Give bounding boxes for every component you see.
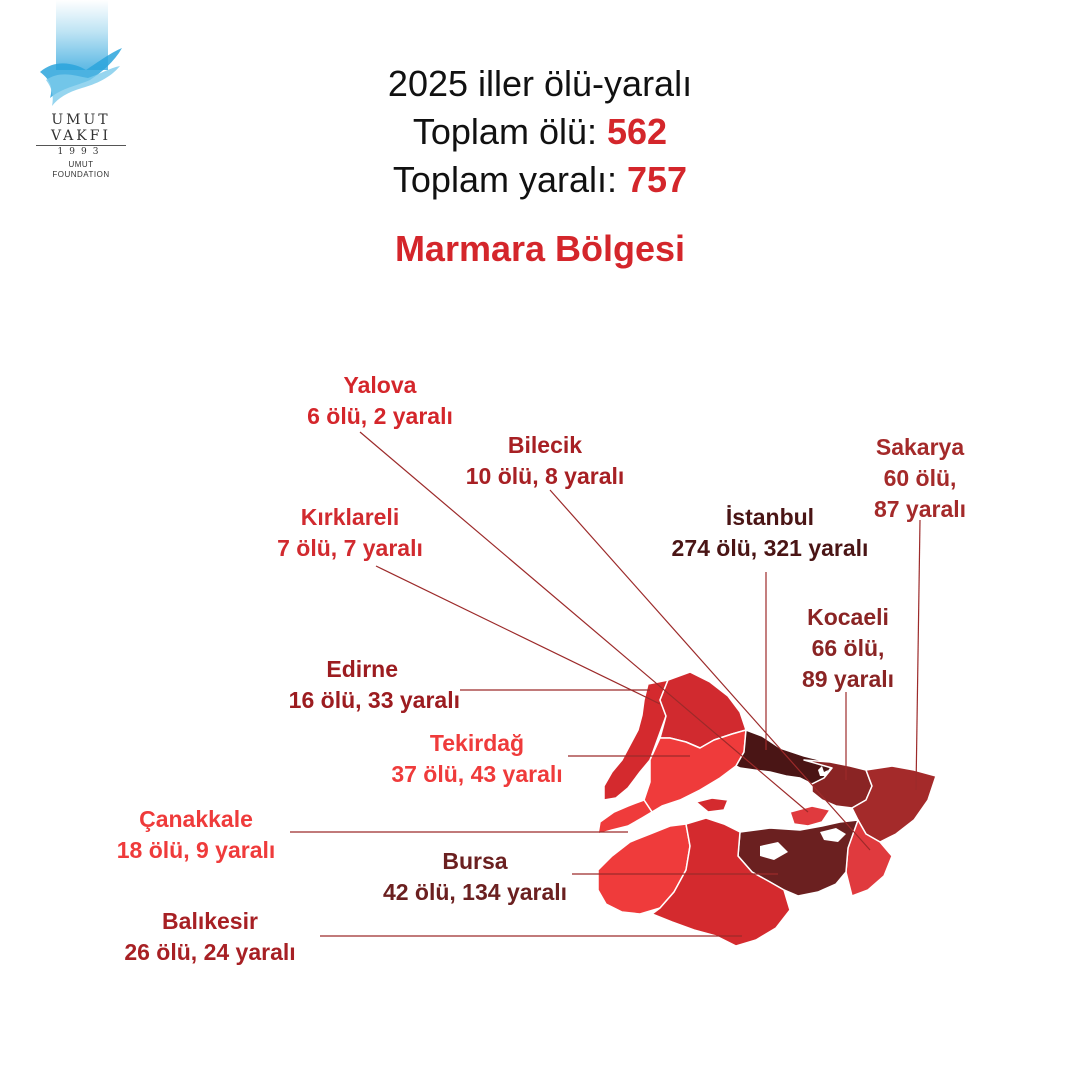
istanbul-name: İstanbul [725, 504, 815, 530]
kirklareli-name: Kırklareli [300, 504, 400, 530]
canakkale-stats: 18 ölü, 9 yaralı [116, 837, 276, 863]
edirne-stats: 16 ölü, 33 yaralı [288, 687, 460, 713]
balikesir-stats: 26 ölü, 24 yaralı [124, 939, 296, 965]
tekirdag-stats: 37 ölü, 43 yaralı [391, 761, 563, 787]
kocaeli-stats-2: 89 yaralı [801, 666, 895, 692]
total-dead-label: Toplam ölü: [412, 111, 597, 152]
region-title: Marmara Bölgesi [394, 228, 686, 269]
label-tekirdag [352, 728, 602, 790]
marmara-island [696, 798, 728, 812]
logo-umut-text: UMUT [51, 112, 111, 128]
bilecik-stats: 10 ölü, 8 yaralı [465, 463, 625, 489]
label-bursa [350, 846, 600, 908]
istanbul-stats: 274 ölü, 321 yaralı [671, 535, 869, 561]
label-yalova [280, 370, 480, 432]
logo-vakfi-text: VAKFI [51, 128, 111, 144]
edirne-name: Edirne [326, 656, 398, 682]
logo-foundation-text-2: FOUNDATION [52, 170, 110, 179]
kocaeli-name: Kocaeli [807, 604, 889, 630]
sakarya-stats-2: 87 yaralı [873, 496, 967, 522]
label-sakarya [850, 432, 990, 525]
bursa-stats: 42 ölü, 134 yaralı [382, 879, 568, 905]
kirklareli-stats: 7 ölü, 7 yaralı [277, 535, 423, 561]
sakarya-stats-1: 60 ölü, [883, 465, 957, 491]
logo-year-text: 1993 [36, 145, 126, 157]
label-kirklareli [250, 502, 450, 564]
label-canakkale [86, 804, 306, 866]
kocaeli-stats-1: 66 ölü, [811, 635, 885, 661]
logo-foundation-text-1: UMUT [68, 160, 94, 169]
page-title: 2025 iller ölü-yaralı [387, 63, 693, 104]
yalova-stats: 6 ölü, 2 yaralı [307, 403, 453, 429]
total-dead-value: 562 [607, 111, 668, 152]
province-istanbul [736, 730, 832, 784]
province-canakkale-peninsula [598, 800, 652, 834]
label-kocaeli [778, 602, 918, 695]
canakkale-name: Çanakkale [139, 806, 253, 832]
province-yalova [790, 806, 830, 826]
bursa-name: Bursa [442, 848, 508, 874]
bilecik-name: Bilecik [507, 432, 583, 458]
label-bilecik [440, 430, 650, 492]
total-injured-value: 757 [627, 159, 688, 200]
total-injured-label: Toplam yaralı: [392, 159, 617, 200]
balikesir-name: Balıkesir [162, 908, 258, 934]
yalova-name: Yalova [343, 372, 417, 398]
sakarya-name: Sakarya [875, 434, 965, 460]
tekirdag-name: Tekirdağ [429, 730, 525, 756]
label-edirne [200, 654, 460, 716]
label-balikesir [90, 906, 330, 968]
